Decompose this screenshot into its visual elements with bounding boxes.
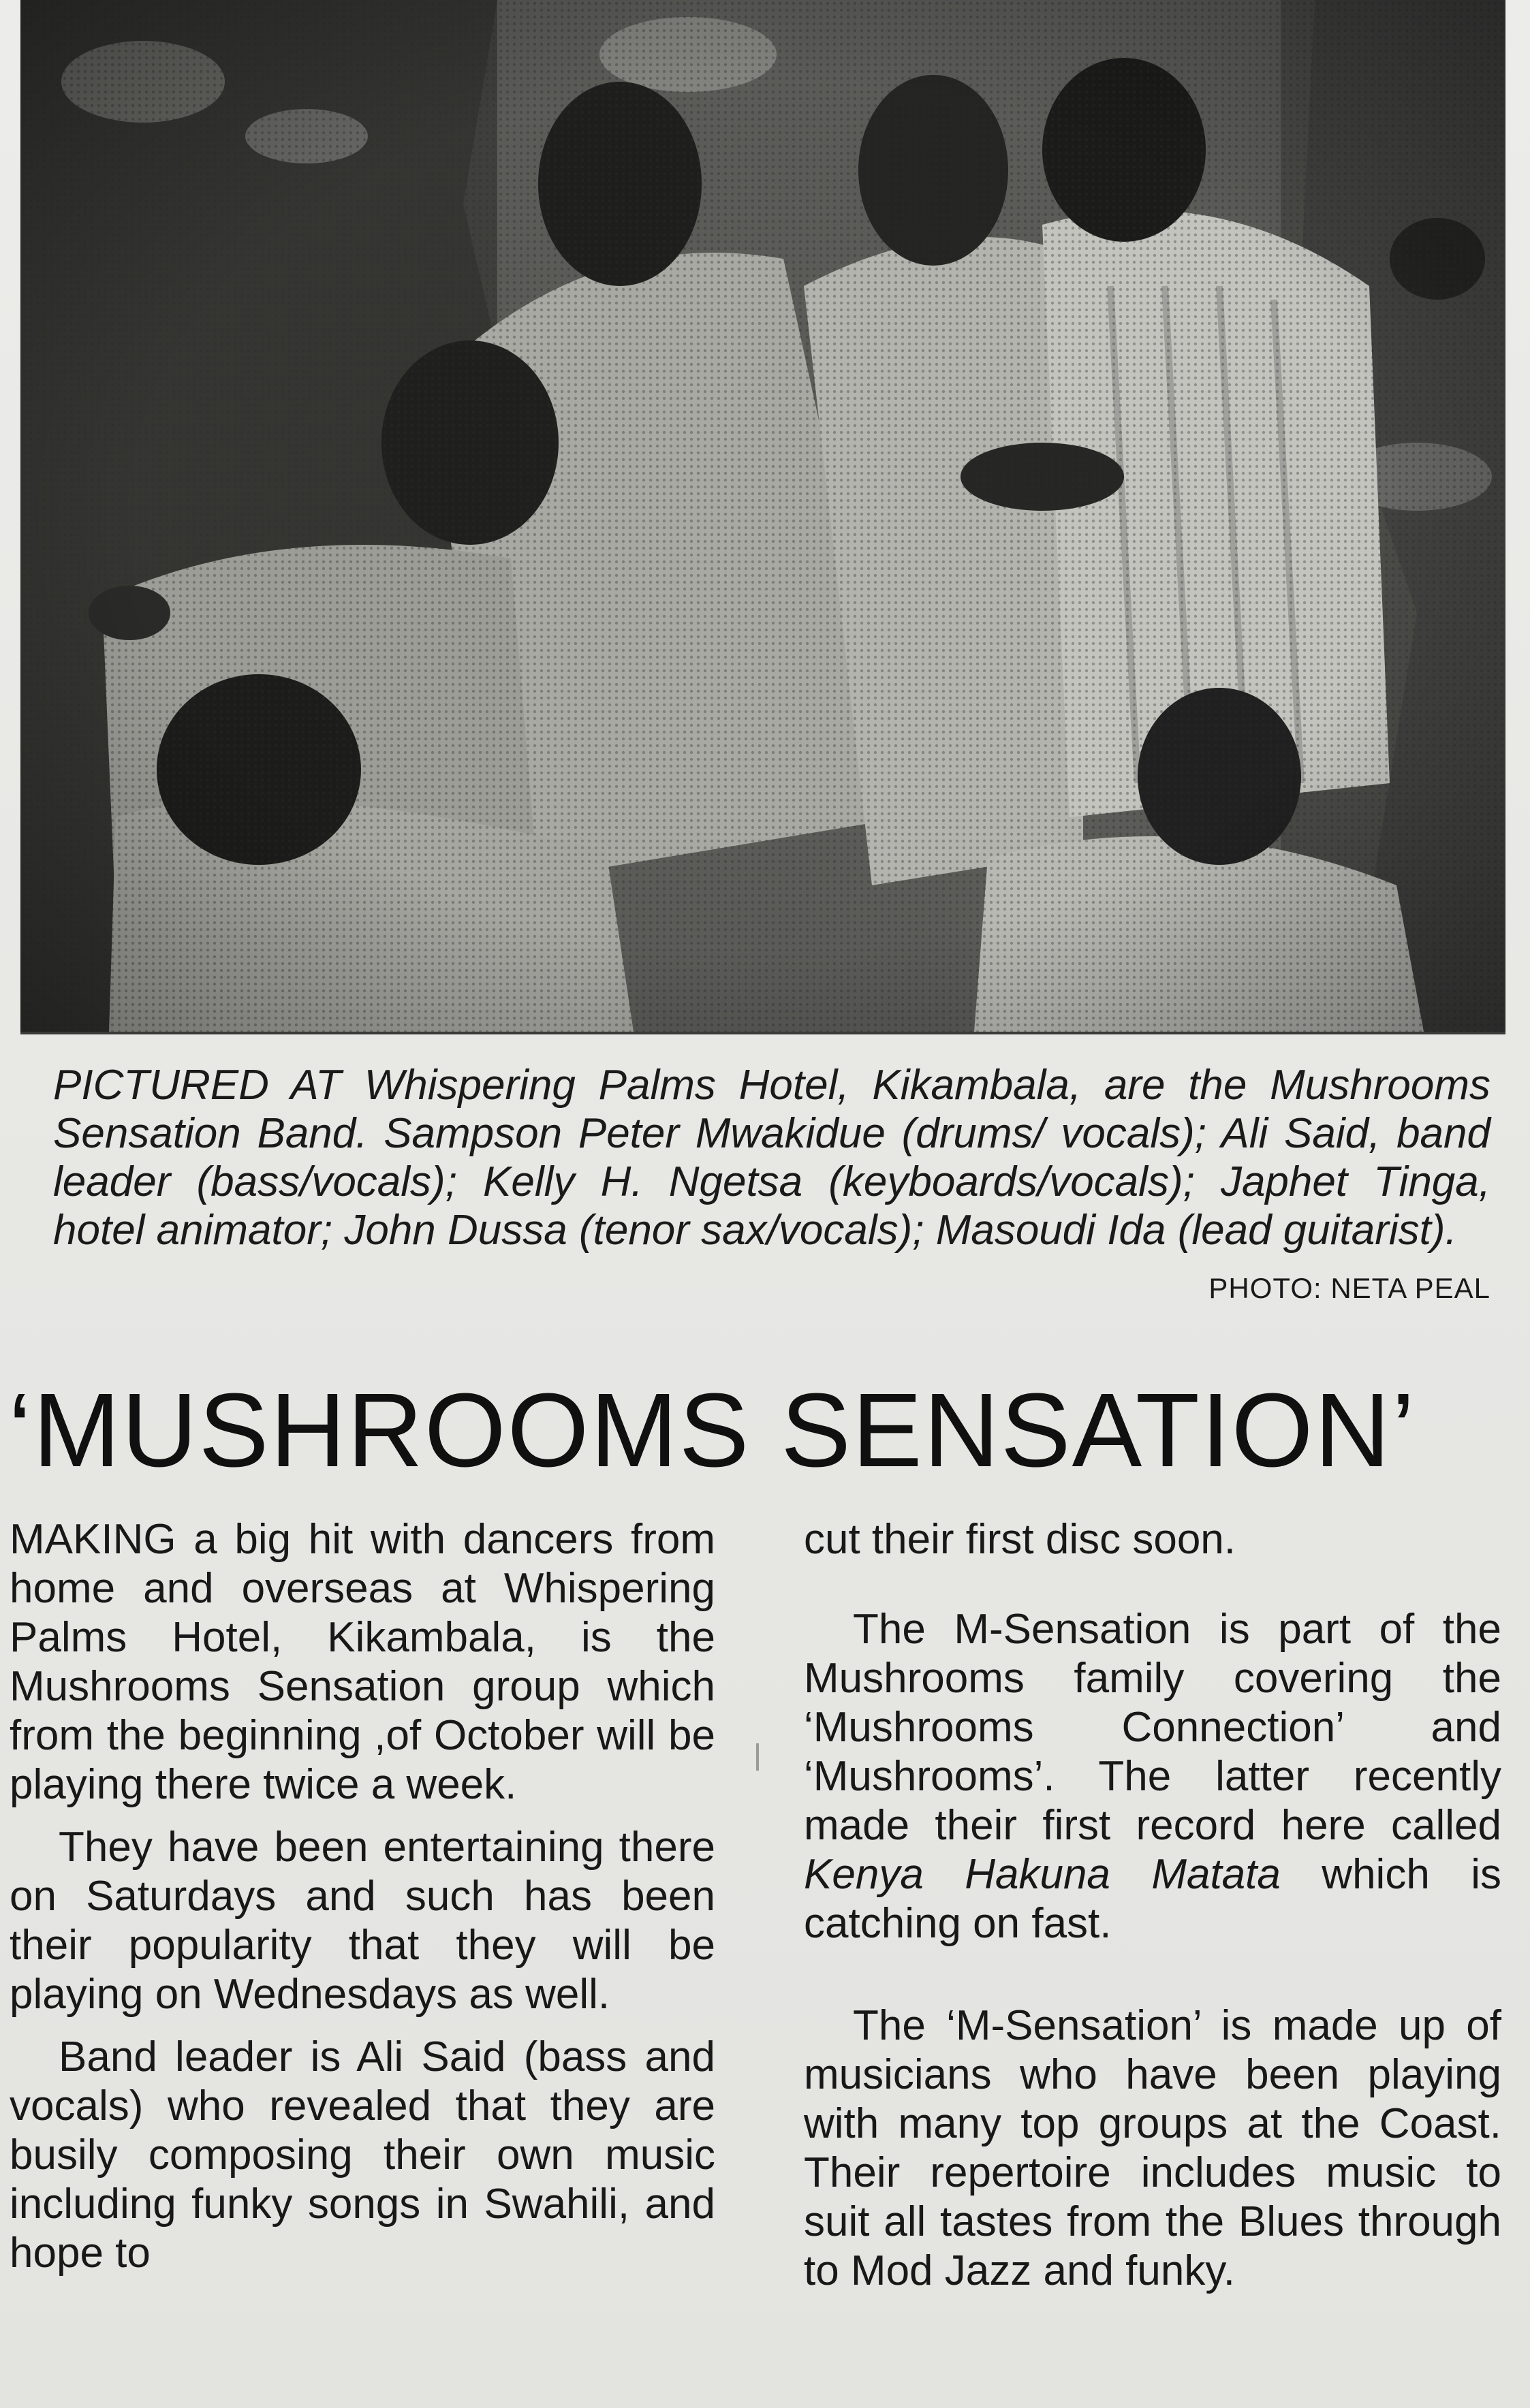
record-title: Kenya Hakuna Matata [804, 1851, 1281, 1898]
article-paragraph-3: Band leader is Ali Said (bass and vocals) who revealed that they are busily composing their own music including funky songs in Swahili, and hope to [10, 2033, 715, 2277]
article-headline: ‘MUSHROOMS SENSATION’ [8, 1372, 1416, 1489]
photo-credit: PHOTO: NETA PEAL [1208, 1272, 1490, 1304]
article-paragraph-2: They have been entertaining there on Saturdays and such has been their popularity that they will be playing on Wednesdays as well. [10, 1824, 715, 2018]
article-paragraph-1: MAKING a big hit with dancers from home and overseas at Whispering Palms Hotel, Kikambala, is the Mushrooms Sensation group which from the beginning ,of October will be playing there twice a week. [10, 1516, 715, 1808]
paragraph-5-end: which is catching on fast. [804, 1851, 1501, 1947]
paragraph-5-start: The M-Sensation is part of the Mushrooms family covering the ‘Mushrooms Connection’ and ‘Mushrooms’. The latter recently made their first record here called [804, 1606, 1501, 1849]
caption-text: PICTURED AT Whispering Palms Hotel, Kikambala, are the Mushrooms Sensation Band. Sampson Peter Mwakidue (drums/ vocals); Ali Said, band leader (bass/vocals); Kelly H. Ngetsa (keyboards/vocals); Japhet Tinga, hotel animator; John Dussa (tenor sax/vocals); Masoudi Ida (lead guitarist). [53, 1062, 1490, 1254]
article-column-right [804, 1515, 1501, 2296]
column-divider [756, 1743, 759, 1771]
article-paragraph-5 [804, 1605, 1501, 1948]
photo-caption [53, 1061, 1490, 1312]
article-paragraph-4: cut their first disc soon. [804, 1516, 1236, 1563]
article-column-left [10, 1515, 715, 2278]
band-photo-image [20, 0, 1505, 1032]
article-paragraph-6: The ‘M-Sensation’ is made up of musicians who have been playing with many top groups at the Coast. Their repertoire includes music to suit all tastes from the Blues through to Mod Jazz and funky. [804, 2002, 1501, 2294]
band-photo [20, 0, 1505, 1034]
